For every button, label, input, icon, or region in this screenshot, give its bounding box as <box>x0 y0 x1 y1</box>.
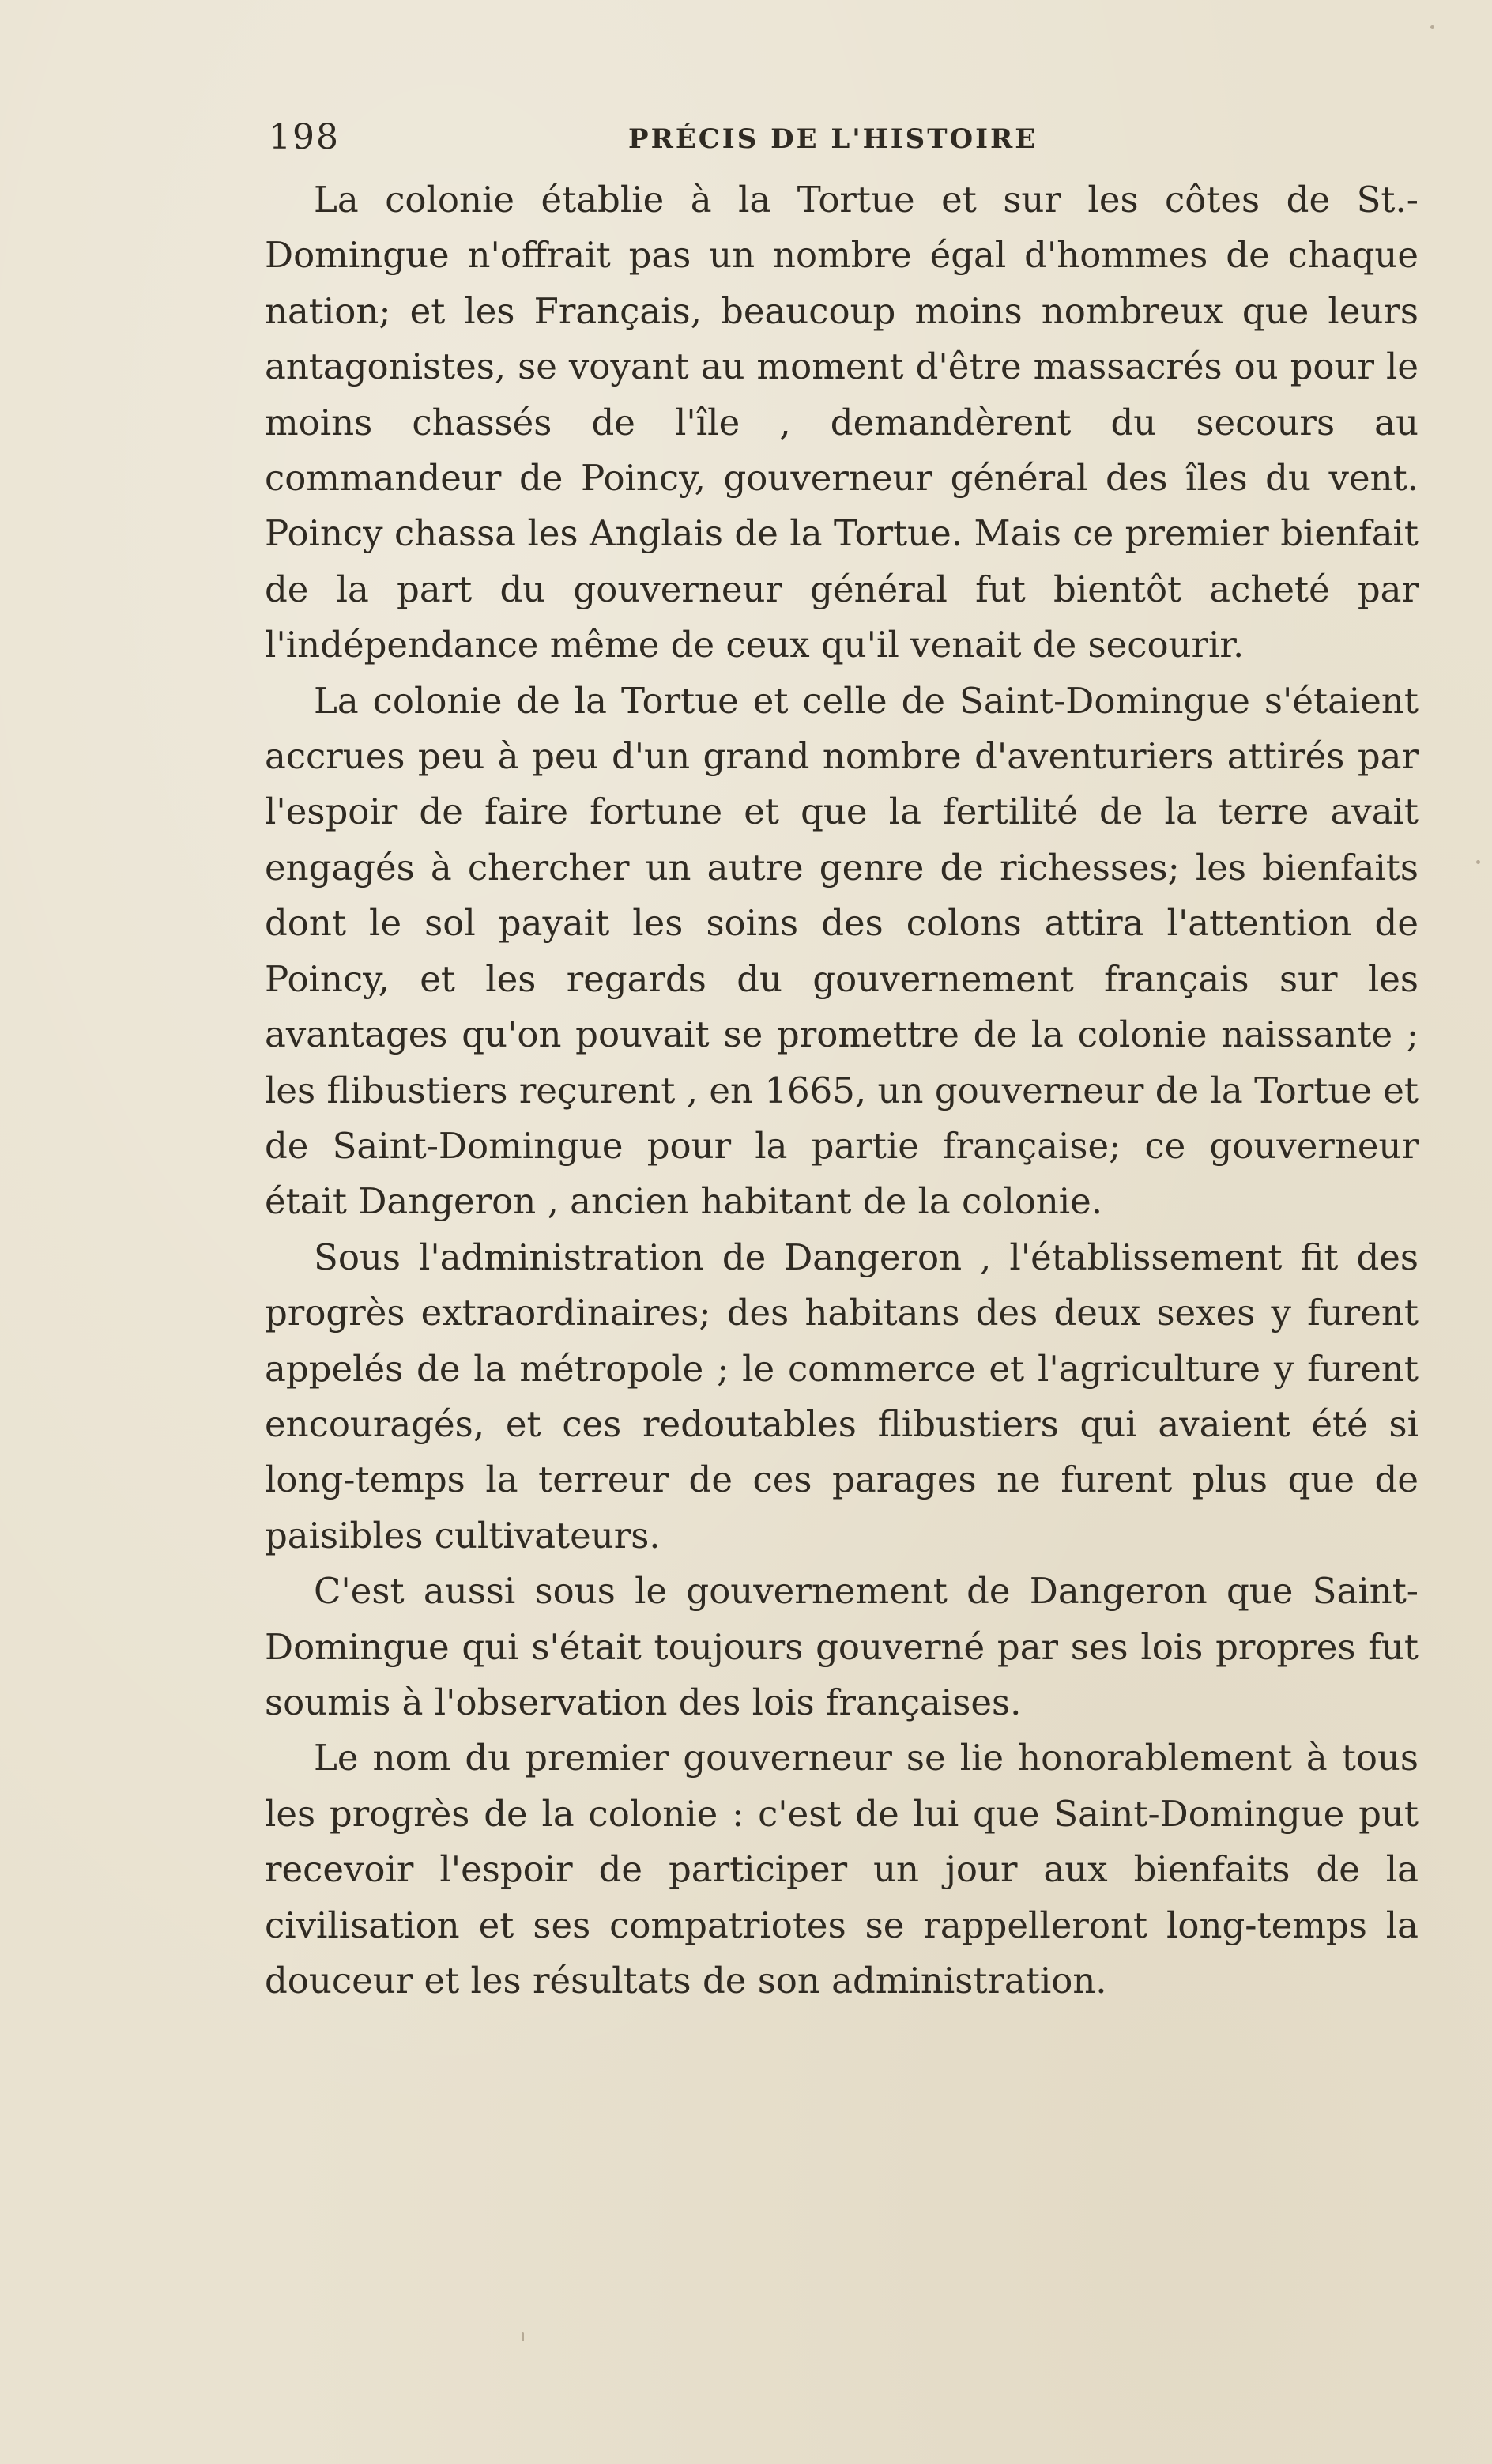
paper-speck <box>1430 25 1434 29</box>
running-title: PRÉCIS DE L'HISTOIRE <box>628 123 1038 155</box>
page-number: 198 <box>269 117 340 157</box>
paragraph: La colonie de la Tortue et celle de Saint-Domingue s'étaient accrues peu à peu d'un grand nombre d'aventuriers attirés par l'espoir de faire fortune et que la fertilité de la terre avait engagés à chercher un autre genre de richesses; les bienfaits dont le sol payait les soins des colons attira l'attention de Poincy, et les regards du gouvernement français sur les avantages qu'on pouvait se promettre de la colonie naissante ; les flibustiers reçurent , en 1665, un gouverneur de la Tortue et de Saint-Domingue pour la partie française; ce gouverneur était Dangeron , ancien habitant de la colonie. <box>265 679 1419 1223</box>
paper-speck <box>522 2332 524 2341</box>
paragraph: C'est aussi sous le gouvernement de Dangeron que Saint-Domingue qui s'était toujours gouverné par ses lois propres fut soumis à l'observation des lois françaises. <box>265 1570 1419 1723</box>
running-head <box>269 117 1407 164</box>
body-text <box>265 172 1419 2009</box>
paragraph: Sous l'administration de Dangeron , l'établissement fit des progrès extraordinaires; des habitans des deux sexes y furent appelés de la métropole ; le commerce et l'agriculture y furent encouragés, et ces redoutables flibustiers qui avaient été si long-temps la terreur de ces parages ne furent plus que de paisibles cultivateurs. <box>265 1236 1419 1557</box>
paragraph: La colonie établie à la Tortue et sur les côtes de St.-Domingue n'offrait pas un nombre égal d'hommes de chaque nation; et les Français, beaucoup moins nombreux que leurs antagonistes, se voyant au moment d'être massacrés ou pour le moins chassés de l'île , demandèrent du secours au commandeur de Poincy, gouverneur général des îles du vent. Poincy chassa les Anglais de la Tortue. Mais ce premier bienfait de la part du gouverneur général fut bientôt acheté par l'indépendance même de ceux qu'il venait de secourir. <box>265 179 1419 666</box>
paper-speck <box>1476 860 1480 864</box>
paragraph: Le nom du premier gouverneur se lie honorablement à tous les progrès de la colonie : c'est de lui que Saint-Domingue put recevoir l'espoir de participer un jour aux bienfaits de la civilisation et ses compatriotes se rappelleront long-temps la douceur et les résultats de son administration. <box>265 1737 1419 2002</box>
